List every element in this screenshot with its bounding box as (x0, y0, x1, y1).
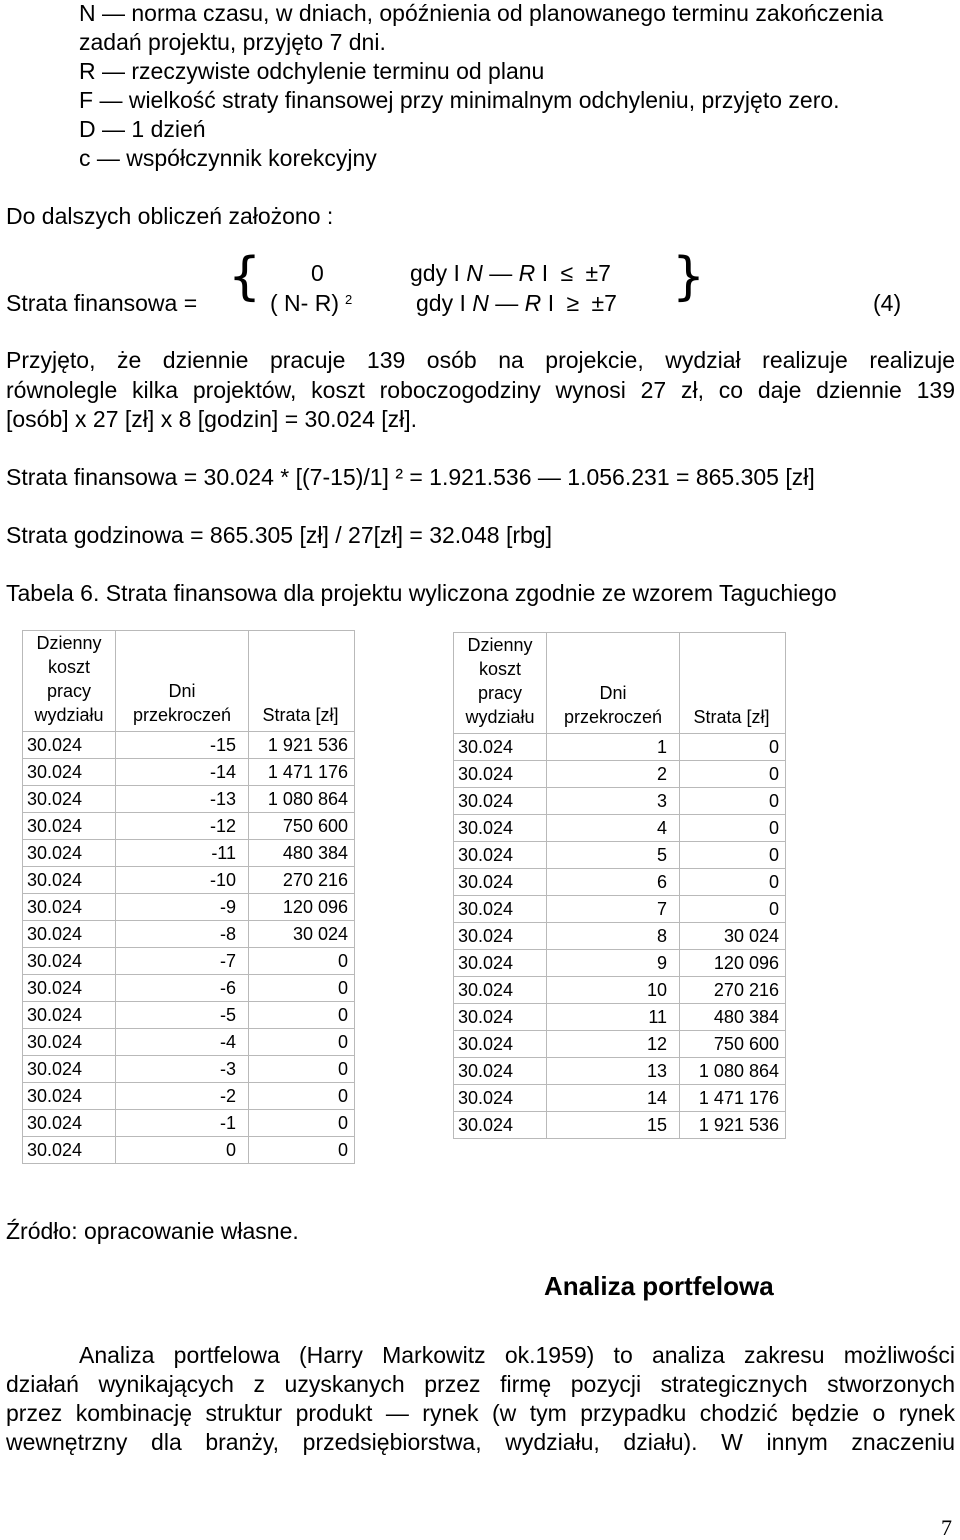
cell-days-overdue: 9 (547, 950, 680, 977)
table-row (454, 923, 786, 950)
loss-table-right (453, 632, 786, 1139)
cell-loss: 120 096 (680, 950, 786, 977)
cell-daily-cost: 30.024 (23, 1137, 116, 1164)
cell-loss: 30 024 (680, 923, 786, 950)
case1-bound: ±7 (585, 260, 611, 286)
cell-loss: 1 080 864 (249, 786, 355, 813)
cell-days-overdue: 0 (116, 1137, 249, 1164)
formula-case1-condition (410, 262, 611, 285)
cell-days-overdue: 6 (547, 869, 680, 896)
case2-relation: ≥ (566, 290, 580, 316)
assumption-paragraph-line2: równolegle kilka projektów, koszt roboczogodziny wynosi 27 zł, co daje dziennie 139 (6, 377, 955, 403)
case2-exponent: 2 (344, 292, 353, 307)
cell-days-overdue: -7 (116, 948, 249, 975)
cell-days-overdue: 10 (547, 977, 680, 1004)
calc-financial-loss: Strata finansowa = 30.024 * [(7-15)/1] ² = 1.921.536 — 1.056.231 = 865.305 [zł] (6, 464, 815, 490)
header-days-overdue-l2: przekroczeń (132, 705, 232, 725)
table-row (454, 1112, 786, 1139)
cell-daily-cost: 30.024 (23, 948, 116, 975)
table-row (454, 1058, 786, 1085)
table-row (23, 759, 355, 786)
table-row (454, 1031, 786, 1058)
cell-loss: 0 (249, 1029, 355, 1056)
cell-daily-cost: 30.024 (23, 813, 116, 840)
cell-daily-cost: 30.024 (23, 894, 116, 921)
table-row (23, 1029, 355, 1056)
cell-daily-cost: 30.024 (454, 761, 547, 788)
header-daily-cost-l2: koszt (478, 659, 521, 679)
cell-loss: 0 (249, 1083, 355, 1110)
header-daily-cost-l3: pracy (477, 683, 522, 703)
cell-daily-cost: 30.024 (23, 840, 116, 867)
case1-cond-n: N (466, 260, 483, 286)
table-row (23, 1137, 355, 1164)
right-brace-icon: } (672, 247, 706, 307)
table-row (23, 894, 355, 921)
cell-days-overdue: -2 (116, 1083, 249, 1110)
cell-days-overdue: 4 (547, 815, 680, 842)
section-paragraph-line3: przez kombinację struktur produkt — rynek (w tym przypadku chodzić będzie o rynek (6, 1400, 955, 1426)
case2-cond-r: R (524, 290, 542, 316)
table-row (23, 1002, 355, 1029)
case1-cond-suffix: I (541, 260, 549, 286)
cell-loss: 0 (680, 761, 786, 788)
cell-days-overdue: 13 (547, 1058, 680, 1085)
cell-days-overdue: -1 (116, 1110, 249, 1137)
page-number: 7 (941, 1515, 952, 1540)
cell-loss: 0 (249, 1002, 355, 1029)
formula-case2-value (270, 292, 352, 315)
case2-cond-prefix: gdy I (416, 290, 466, 316)
section-paragraph-line1: Analiza portfelowa (Harry Markowitz ok.1959) to analiza zakresu możliwości (79, 1342, 955, 1368)
cell-loss: 270 216 (680, 977, 786, 1004)
cell-days-overdue: -5 (116, 1002, 249, 1029)
header-daily-cost-l3: pracy (46, 681, 91, 701)
case1-cond-dash: — (489, 260, 513, 286)
table-caption: Tabela 6. Strata finansowa dla projektu wyliczona zgodnie ze wzorem Taguchiego (6, 580, 837, 606)
table-row (454, 788, 786, 815)
cell-days-overdue: -4 (116, 1029, 249, 1056)
cell-loss: 1 471 176 (249, 759, 355, 786)
cell-loss: 0 (680, 842, 786, 869)
case2-cond-dash: — (495, 290, 519, 316)
header-daily-cost (23, 631, 116, 732)
cell-daily-cost: 30.024 (454, 977, 547, 1004)
cell-loss: 0 (680, 788, 786, 815)
header-loss: Strata [zł] (249, 631, 355, 732)
table-row (454, 1004, 786, 1031)
formula-case2-condition (416, 292, 617, 315)
cell-days-overdue: 8 (547, 923, 680, 950)
cell-loss: 480 384 (680, 1004, 786, 1031)
cell-daily-cost: 30.024 (23, 1056, 116, 1083)
definition-n-line1: N — norma czasu, w dniach, opóźnienia od planowanego terminu zakończenia (79, 0, 884, 26)
case2-expression: ( N- R) (270, 290, 339, 316)
cell-loss: 0 (249, 1056, 355, 1083)
table-row (454, 842, 786, 869)
table-row (23, 1110, 355, 1137)
cell-daily-cost: 30.024 (454, 734, 547, 761)
cell-loss: 0 (680, 869, 786, 896)
cell-daily-cost: 30.024 (23, 1110, 116, 1137)
header-daily-cost-l1: Dzienny (36, 633, 102, 653)
cell-days-overdue: 5 (547, 842, 680, 869)
table-row (23, 1083, 355, 1110)
cell-loss: 0 (249, 948, 355, 975)
definition-c: c — współczynnik korekcyjny (79, 145, 377, 171)
header-days-overdue-l1: Dni (168, 681, 196, 701)
table-row (454, 1085, 786, 1112)
case2-cond-n: N (472, 290, 489, 316)
table-row (454, 815, 786, 842)
case1-relation: ≤ (560, 260, 574, 286)
formula-number: (4) (873, 290, 902, 316)
cell-daily-cost: 30.024 (23, 1029, 116, 1056)
cell-days-overdue: -8 (116, 921, 249, 948)
cell-daily-cost: 30.024 (23, 867, 116, 894)
header-daily-cost (454, 633, 547, 734)
cell-loss: 1 921 536 (680, 1112, 786, 1139)
table-row (23, 921, 355, 948)
header-daily-cost-l4: wydziału (34, 705, 104, 725)
cell-days-overdue: -10 (116, 867, 249, 894)
header-days-overdue (547, 633, 680, 734)
cell-days-overdue: -11 (116, 840, 249, 867)
cell-daily-cost: 30.024 (454, 896, 547, 923)
table-row (454, 950, 786, 977)
cell-loss: 750 600 (249, 813, 355, 840)
assumption-paragraph-line1: Przyjęto, że dziennie pracuje 139 osób na projekcie, wydział realizuje realizuje (6, 347, 955, 373)
cell-daily-cost: 30.024 (23, 786, 116, 813)
formula-case1-value: 0 (311, 260, 324, 286)
cell-days-overdue: 1 (547, 734, 680, 761)
header-daily-cost-l2: koszt (47, 657, 90, 677)
formula-lhs: Strata finansowa = (6, 290, 198, 316)
cell-loss: 1 921 536 (249, 732, 355, 759)
definition-n-line2: zadań projektu, przyjęto 7 dni. (79, 29, 386, 55)
table-row (23, 732, 355, 759)
header-days-overdue-l2: przekroczeń (563, 707, 663, 727)
table-row (23, 975, 355, 1002)
table-row (23, 867, 355, 894)
cell-days-overdue: 7 (547, 896, 680, 923)
cell-loss: 0 (249, 975, 355, 1002)
cell-daily-cost: 30.024 (23, 1083, 116, 1110)
table-row (454, 977, 786, 1004)
section-heading: Analiza portfelowa (544, 1271, 774, 1301)
cell-days-overdue: -3 (116, 1056, 249, 1083)
cell-days-overdue: 15 (547, 1112, 680, 1139)
cell-days-overdue: 3 (547, 788, 680, 815)
cell-daily-cost: 30.024 (454, 923, 547, 950)
cell-daily-cost: 30.024 (454, 815, 547, 842)
cell-daily-cost: 30.024 (23, 732, 116, 759)
cell-days-overdue: -15 (116, 732, 249, 759)
case1-cond-prefix: gdy I (410, 260, 460, 286)
cell-loss: 0 (249, 1110, 355, 1137)
cell-days-overdue: -12 (116, 813, 249, 840)
cell-days-overdue: -9 (116, 894, 249, 921)
cell-daily-cost: 30.024 (454, 950, 547, 977)
table-row (454, 761, 786, 788)
table-row (23, 840, 355, 867)
cell-days-overdue: 12 (547, 1031, 680, 1058)
header-days-overdue (116, 631, 249, 732)
cell-daily-cost: 30.024 (23, 1002, 116, 1029)
loss-table-left (22, 630, 355, 1164)
case2-cond-suffix: I (547, 290, 555, 316)
cell-loss: 0 (680, 734, 786, 761)
table-row (23, 813, 355, 840)
cell-loss: 0 (680, 815, 786, 842)
cell-daily-cost: 30.024 (454, 1031, 547, 1058)
header-daily-cost-l4: wydziału (465, 707, 535, 727)
cell-daily-cost: 30.024 (454, 1058, 547, 1085)
table-row (23, 1056, 355, 1083)
cell-loss: 480 384 (249, 840, 355, 867)
cell-daily-cost: 30.024 (454, 869, 547, 896)
cell-daily-cost: 30.024 (23, 921, 116, 948)
assumption-paragraph-line3: [osób] x 27 [zł] x 8 [godzin] = 30.024 [zł]. (6, 406, 418, 432)
cell-days-overdue: 14 (547, 1085, 680, 1112)
assumptions-label: Do dalszych obliczeń założono : (6, 203, 334, 229)
cell-loss: 270 216 (249, 867, 355, 894)
header-loss: Strata [zł] (680, 633, 786, 734)
definition-r: R — rzeczywiste odchylenie terminu od planu (79, 58, 545, 84)
definition-d: D — 1 dzień (79, 116, 206, 142)
cell-loss: 0 (680, 896, 786, 923)
cell-daily-cost: 30.024 (454, 842, 547, 869)
header-days-overdue-l1: Dni (599, 683, 627, 703)
table-row (454, 869, 786, 896)
section-paragraph-line4: wewnętrzny dla branży, przedsiębiorstwa, wydziału, działu). W innym znaczeniu (6, 1429, 955, 1455)
table-header-row (454, 633, 786, 734)
cell-days-overdue: 11 (547, 1004, 680, 1031)
case2-bound: ±7 (591, 290, 617, 316)
table-row (454, 896, 786, 923)
case1-cond-r: R (518, 260, 536, 286)
cell-days-overdue: -6 (116, 975, 249, 1002)
cell-loss: 0 (249, 1137, 355, 1164)
cell-daily-cost: 30.024 (23, 759, 116, 786)
cell-loss: 120 096 (249, 894, 355, 921)
left-brace-icon: { (228, 247, 262, 307)
cell-loss: 1 471 176 (680, 1085, 786, 1112)
table-header-row (23, 631, 355, 732)
definition-f: F — wielkość straty finansowej przy minimalnym odchyleniu, przyjęto zero. (79, 87, 840, 113)
cell-daily-cost: 30.024 (454, 1085, 547, 1112)
cell-daily-cost: 30.024 (454, 788, 547, 815)
cell-daily-cost: 30.024 (454, 1112, 547, 1139)
calc-hour-loss: Strata godzinowa = 865.305 [zł] / 27[zł] = 32.048 [rbg] (6, 522, 552, 548)
cell-days-overdue: 2 (547, 761, 680, 788)
table-row (23, 786, 355, 813)
cell-days-overdue: -13 (116, 786, 249, 813)
source-note: Źródło: opracowanie własne. (6, 1218, 299, 1244)
cell-daily-cost: 30.024 (454, 1004, 547, 1031)
cell-loss: 750 600 (680, 1031, 786, 1058)
cell-daily-cost: 30.024 (23, 975, 116, 1002)
cell-loss: 1 080 864 (680, 1058, 786, 1085)
cell-days-overdue: -14 (116, 759, 249, 786)
table-row (23, 948, 355, 975)
header-daily-cost-l1: Dzienny (467, 635, 533, 655)
section-paragraph-line2: działań wynikających z uzyskanych przez firmę pozycji strategicznych stworzonych (6, 1371, 955, 1397)
cell-loss: 30 024 (249, 921, 355, 948)
table-row (454, 734, 786, 761)
